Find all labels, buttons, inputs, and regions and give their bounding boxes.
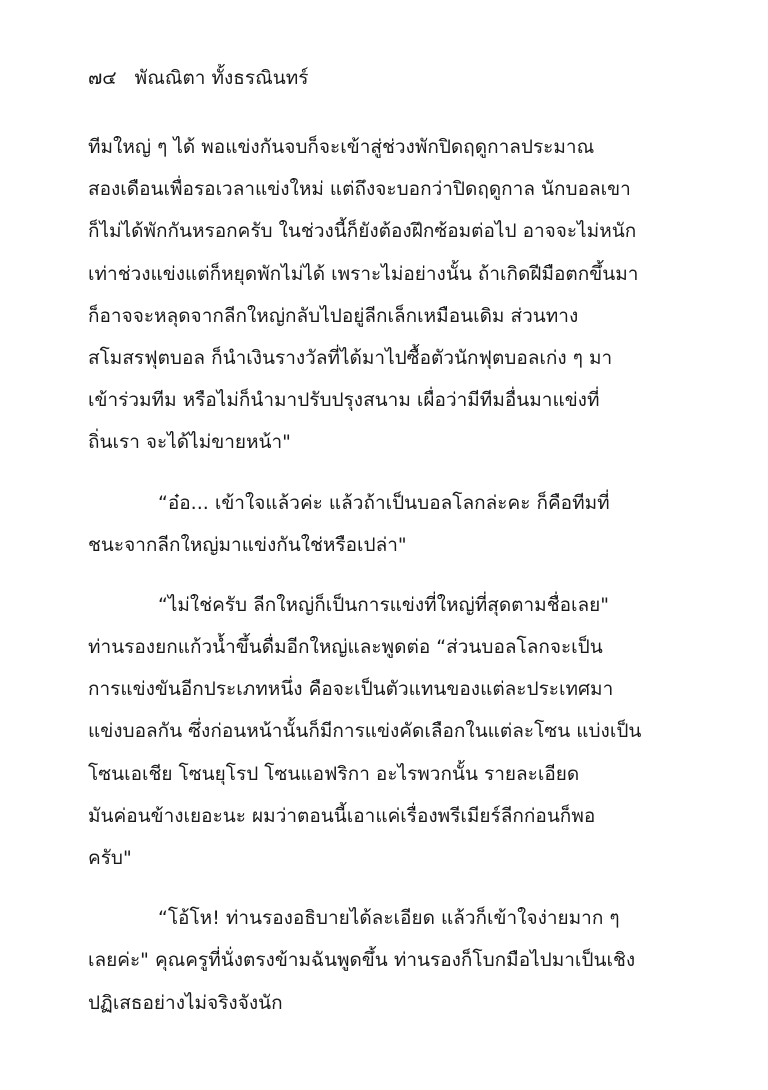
text-line: ครับ" [88,847,132,869]
text-line: ปฏิเสธอย่างไม่จริงจังนัก [88,991,283,1014]
text-line: แข่งบอลกัน ซึ่งก่อนหน้านั้นก็มีการแข่งคัดเลือกในแต่ละโซน แบ่งเป็น [88,720,642,743]
paragraph [88,126,684,464]
text-line: ทีมใหญ่ ๆ ได้ พอแข่งกันจบก็จะเข้าสู่ช่วงพักปิดฤดูกาลประมาณ [88,136,595,158]
text-line: ก็อาจจะหลุดจากลีกใหญ่กลับไปอยู่ลีกเล็กเหมือนเดิม ส่วนทาง [88,304,579,327]
paragraph [88,584,684,879]
text-line: “อ๋อ... เข้าใจแล้วค่ะ แล้วถ้าเป็นบอลโลกล่ะคะ ก็คือทีมที่ [158,491,610,514]
text-line: เข้าร่วมทีม หรือไม่ก็นำมาปรับปรุงสนาม เผื่อว่ามีทีมอื่นมาแข่งที่ [88,389,600,412]
paragraph [88,482,684,566]
text-line: “โอ้โห! ท่านรองอธิบายได้ละเอียด แล้วก็เข้าใจง่ายมาก ๆ [158,907,620,930]
text-line: ถิ่นเรา จะได้ไม่ขายหน้า" [88,431,291,454]
text-line: มันค่อนข้างเยอะนะ ผมว่าตอนนี้เอาแค่เรื่องพรีเมียร์ลีกก่อนก็พอ [88,804,596,827]
text-line: เลยค่ะ" คุณครูที่นั่งตรงข้ามฉันพูดขึ้น ท่านรองก็โบกมือไปมาเป็นเชิง [88,949,636,972]
text-line: ท่านรองยกแก้วน้ำขึ้นดื่มอีกใหญ่และพูดต่อ “ส่วนบอลโลกจะเป็น [88,636,603,659]
text-line: สโมสรฟุตบอล ก็นำเงินรางวัลที่ได้มาไปซื้อตัวนักฟุตบอลเก่ง ๆ มา [88,346,613,369]
text-line: “ไม่ใช่ครับ ลีกใหญ่ก็เป็นการแข่งที่ใหญ่ที่สุดตามชื่อเลย" [158,593,610,616]
page-number: ๗๔ [88,67,117,89]
text-line: เท่าช่วงแข่งแต่ก็หยุดพักไม่ได้ เพราะไม่อย่างนั้น ถ้าเกิดฝีมือตกขึ้นมา [88,262,639,285]
running-header [88,66,308,90]
text-line: โซนเอเชีย โซนยุโรป โซนแอฟริกา อะไรพวกนั้น รายละเอียด [88,762,580,785]
text-line: ก็ไม่ได้พักกันหรอกครับ ในช่วงนี้ก็ยังต้องฝึกซ้อมต่อไป อาจจะไม่หนัก [88,220,637,243]
paragraph [88,897,684,1024]
author-name: พัณณิตา ทั้งธรณินทร์ [134,67,309,89]
text-line: สองเดือนเพื่อรอเวลาแข่งใหม่ แต่ถึงจะบอกว่าปิดฤดูกาล นักบอลเขา [88,178,631,201]
text-line: การแข่งขันอีกประเภทหนึ่ง คือจะเป็นตัวแทนของแต่ละประเทศมา [88,678,614,701]
text-line: ชนะจากลีกใหญ่มาแข่งกันใช่หรือเปล่า" [88,533,407,556]
body-text [88,126,684,1024]
